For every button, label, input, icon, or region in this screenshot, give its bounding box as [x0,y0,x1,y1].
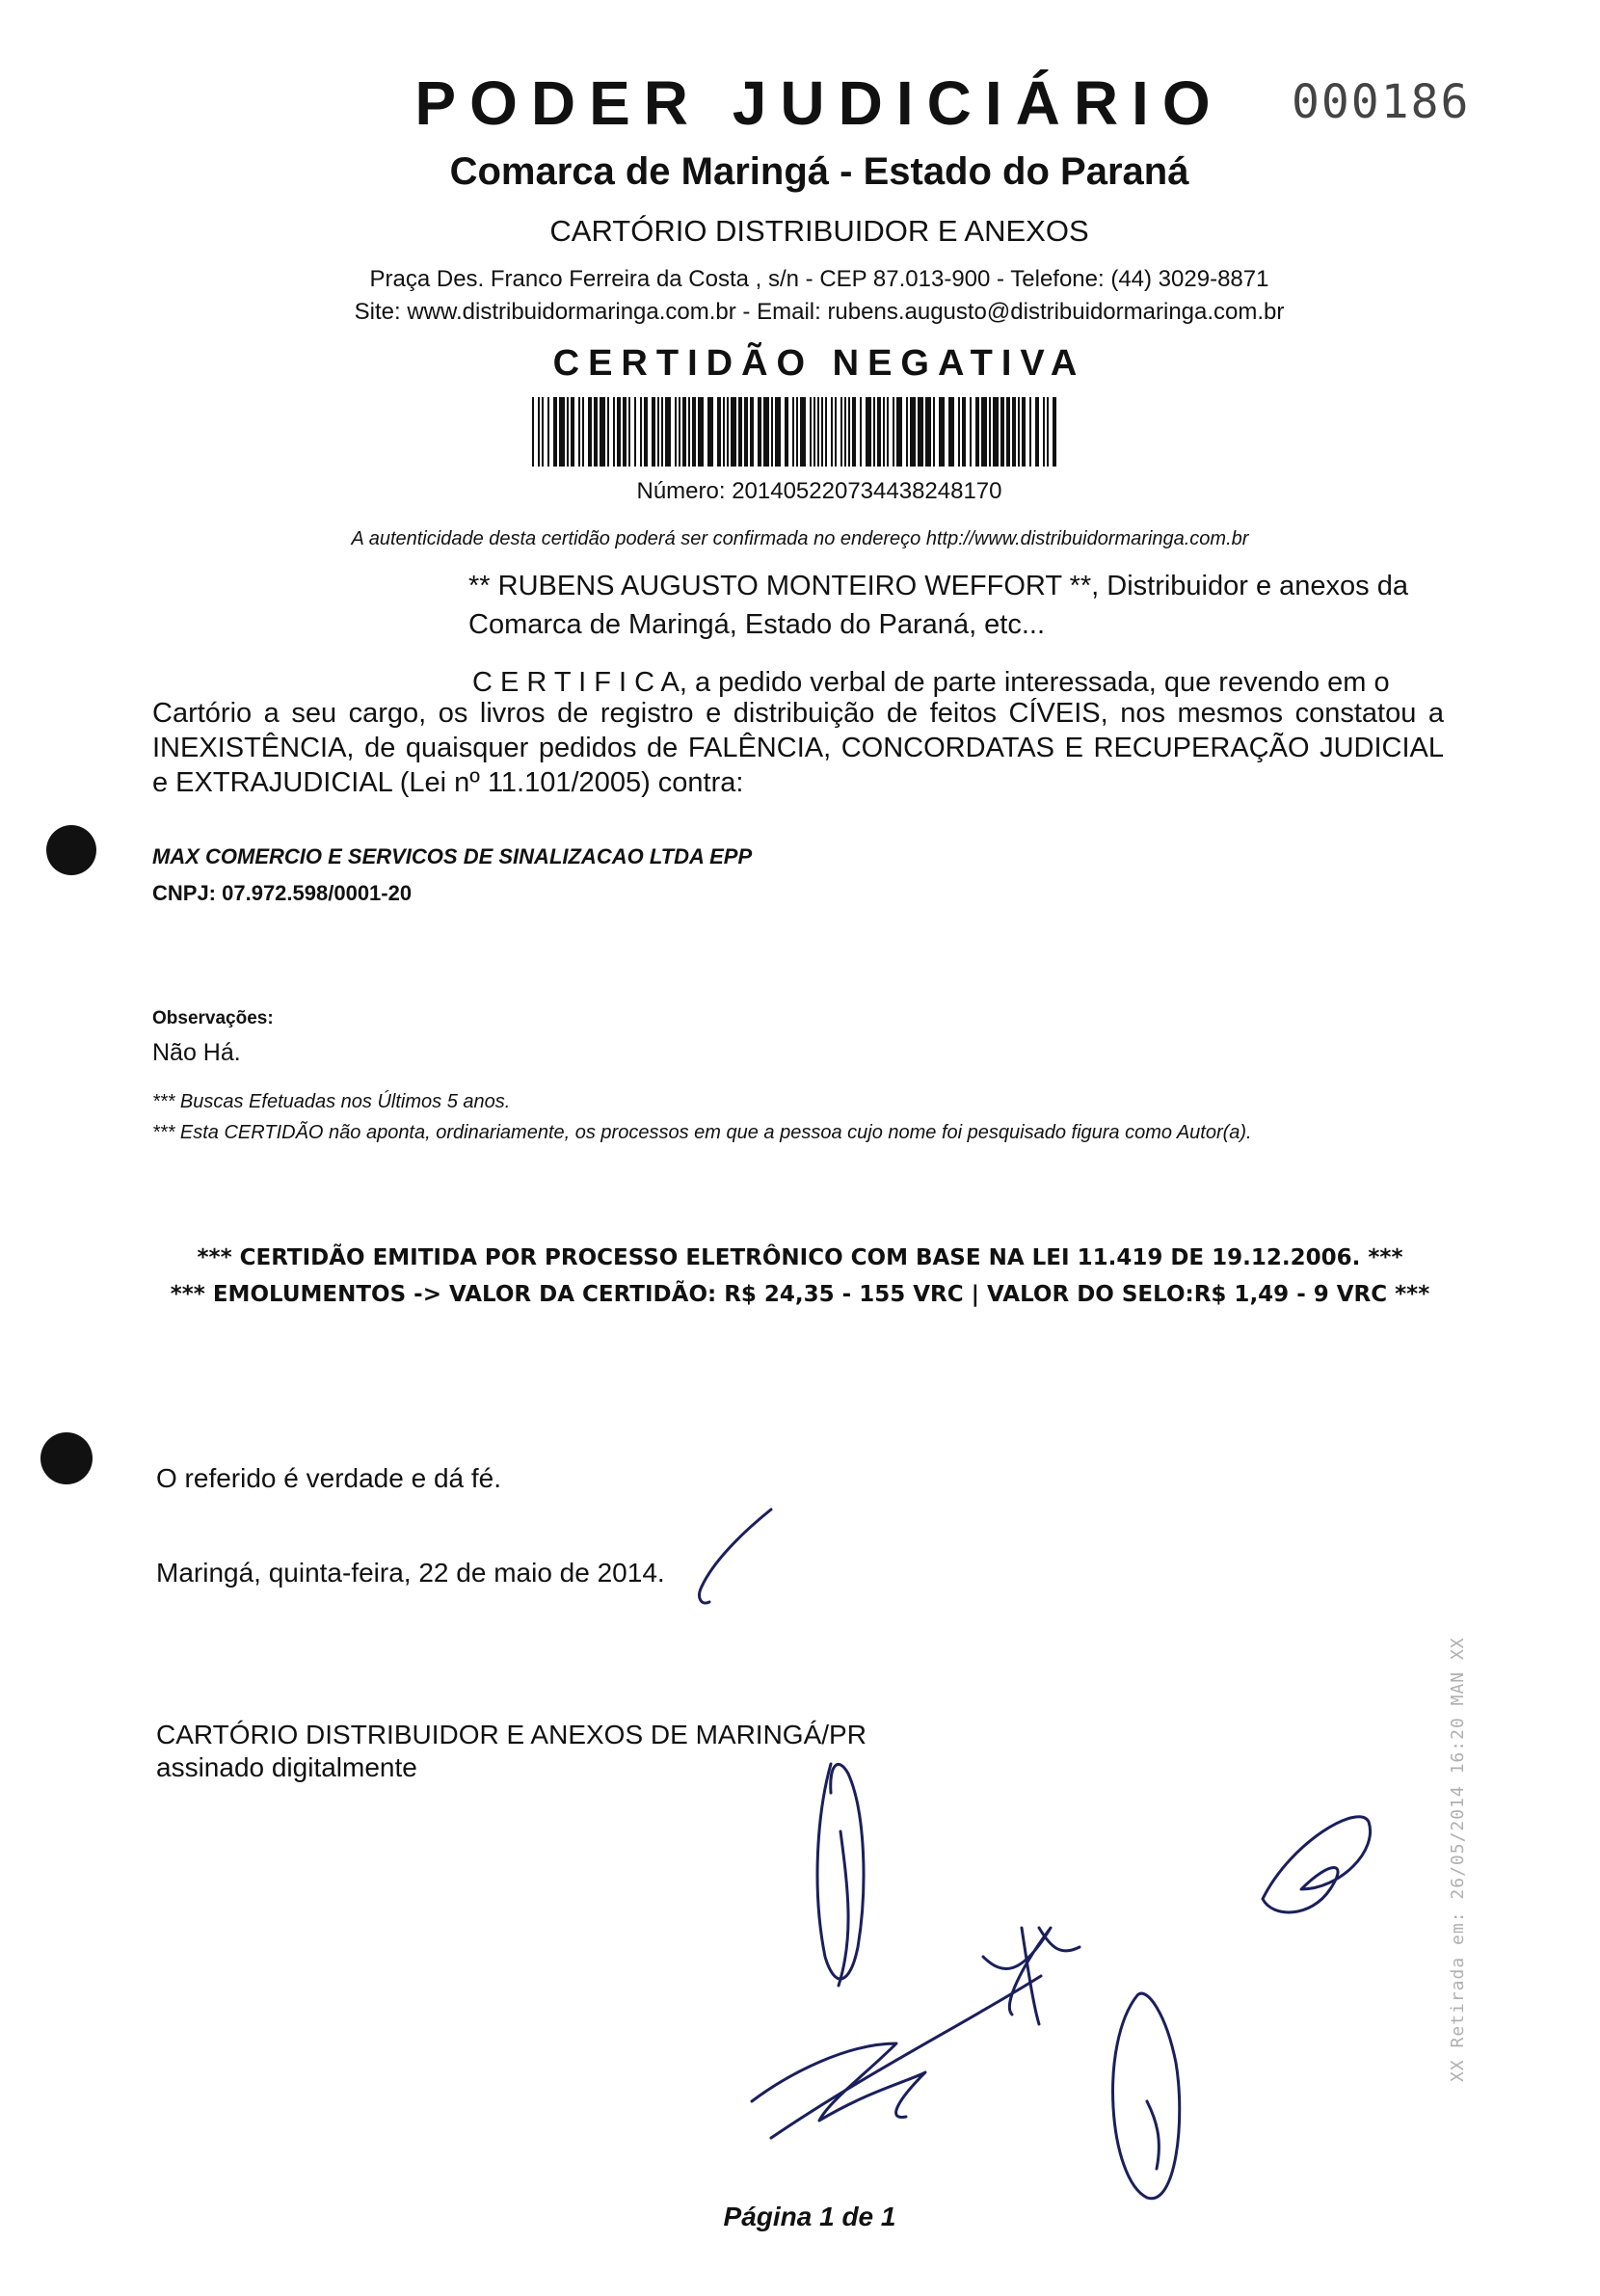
authenticity-note: A autenticidade desta certidão poderá ser confirmada no endereço http://www.distribuidormaringa.com.br [351,528,1249,549]
check-mark-icon [700,1509,771,1603]
observations-value: Não Há. [152,1039,241,1066]
cartorio-heading: CARTÓRIO DISTRIBUIDOR E ANEXOS [549,214,1089,248]
page-stamp-number: 000186 [1292,75,1471,129]
certifica-first-line: C E R T I F I C A, a pedido verbal de parte interessada, que revendo em o [472,667,1390,698]
emission-legal-basis: *** CERTIDÃO EMITIDA POR PROCESSO ELETRÔNICO COM BASE NA LEI 11.419 DE 19.12.2006. *** [197,1245,1403,1270]
search-period-note: *** Buscas Efetuadas nos Últimos 5 anos. [152,1091,511,1112]
certifica-paragraph: Cartório a seu cargo, os livros de registro e distribuição de feitos CÍVEIS, nos mesmos constatou a INEXISTÊNCIA, de quaisquer pedidos de FALÊNCIA, CONCORDATAS E RECUPERAÇÃO JUDICIAL e EXTRAJUDICIAL (Lei nº 11.101/2005) contra: [152,698,1444,798]
emission-fees: *** EMOLUMENTOS -> VALOR DA CERTIDÃO: R$ 24,35 - 155 VRC | VALOR DO SELO:R$ 1,49 - 9 VRC *** [170,1282,1430,1307]
loop-initial-icon [1263,1817,1371,1912]
author-disclaimer-note: *** Esta CERTIDÃO não aponta, ordinariamente, os processos em que a pessoa cujo nome foi pesquisado figura como Autor(a). [152,1122,1252,1143]
signed-digitally: assinado digitalmente [156,1752,417,1782]
oval-initial-icon [1113,1993,1180,2199]
observations-label: Observações: [152,1008,274,1028]
party-name: MAX COMERCIO E SERVICOS DE SINALIZACAO LTDA EPP [152,844,753,868]
site-email-line: Site: www.distribuidormaringa.com.br - Email: rubens.augusto@distribuidormaringa.com.br [354,299,1285,325]
document-type-heading: CERTIDÃO NEGATIVA [552,343,1086,384]
certificate-number: Número: 2014052207344382481​70 [636,478,1002,504]
withdrawal-stamp: XX Retirada em: 26/05/2014 16:20 MAN XX [1448,1637,1468,2082]
initial-signature-icon [817,1764,864,1979]
place-date: Maringá, quinta-feira, 22 de maio de 2014. [156,1558,665,1588]
main-signature-icon [752,2043,925,2121]
page-title: PODER JUDICIÁRIO [414,68,1224,138]
page-footer: Página 1 de 1 [723,2202,896,2231]
party-cnpj: CNPJ: 07.972.598/0001-20 [152,881,413,905]
comarca-heading: Comarca de Maringá - Estado do Paraná [449,150,1189,193]
truth-statement: O referido é verdade e dá fé. [156,1463,501,1493]
address-line: Praça Des. Franco Ferreira da Costa , s/n - CEP 87.013-900 - Telefone: (44) 3029-8871 [369,266,1269,292]
distributor-intro: ** RUBENS AUGUSTO MONTEIRO WEFFORT **, Distribuidor e anexos da Comarca de Maringá, Estado do Paraná, etc... [468,571,1408,640]
signer-name: CARTÓRIO DISTRIBUIDOR E ANEXOS DE MARINGÁ/PR [156,1720,867,1749]
